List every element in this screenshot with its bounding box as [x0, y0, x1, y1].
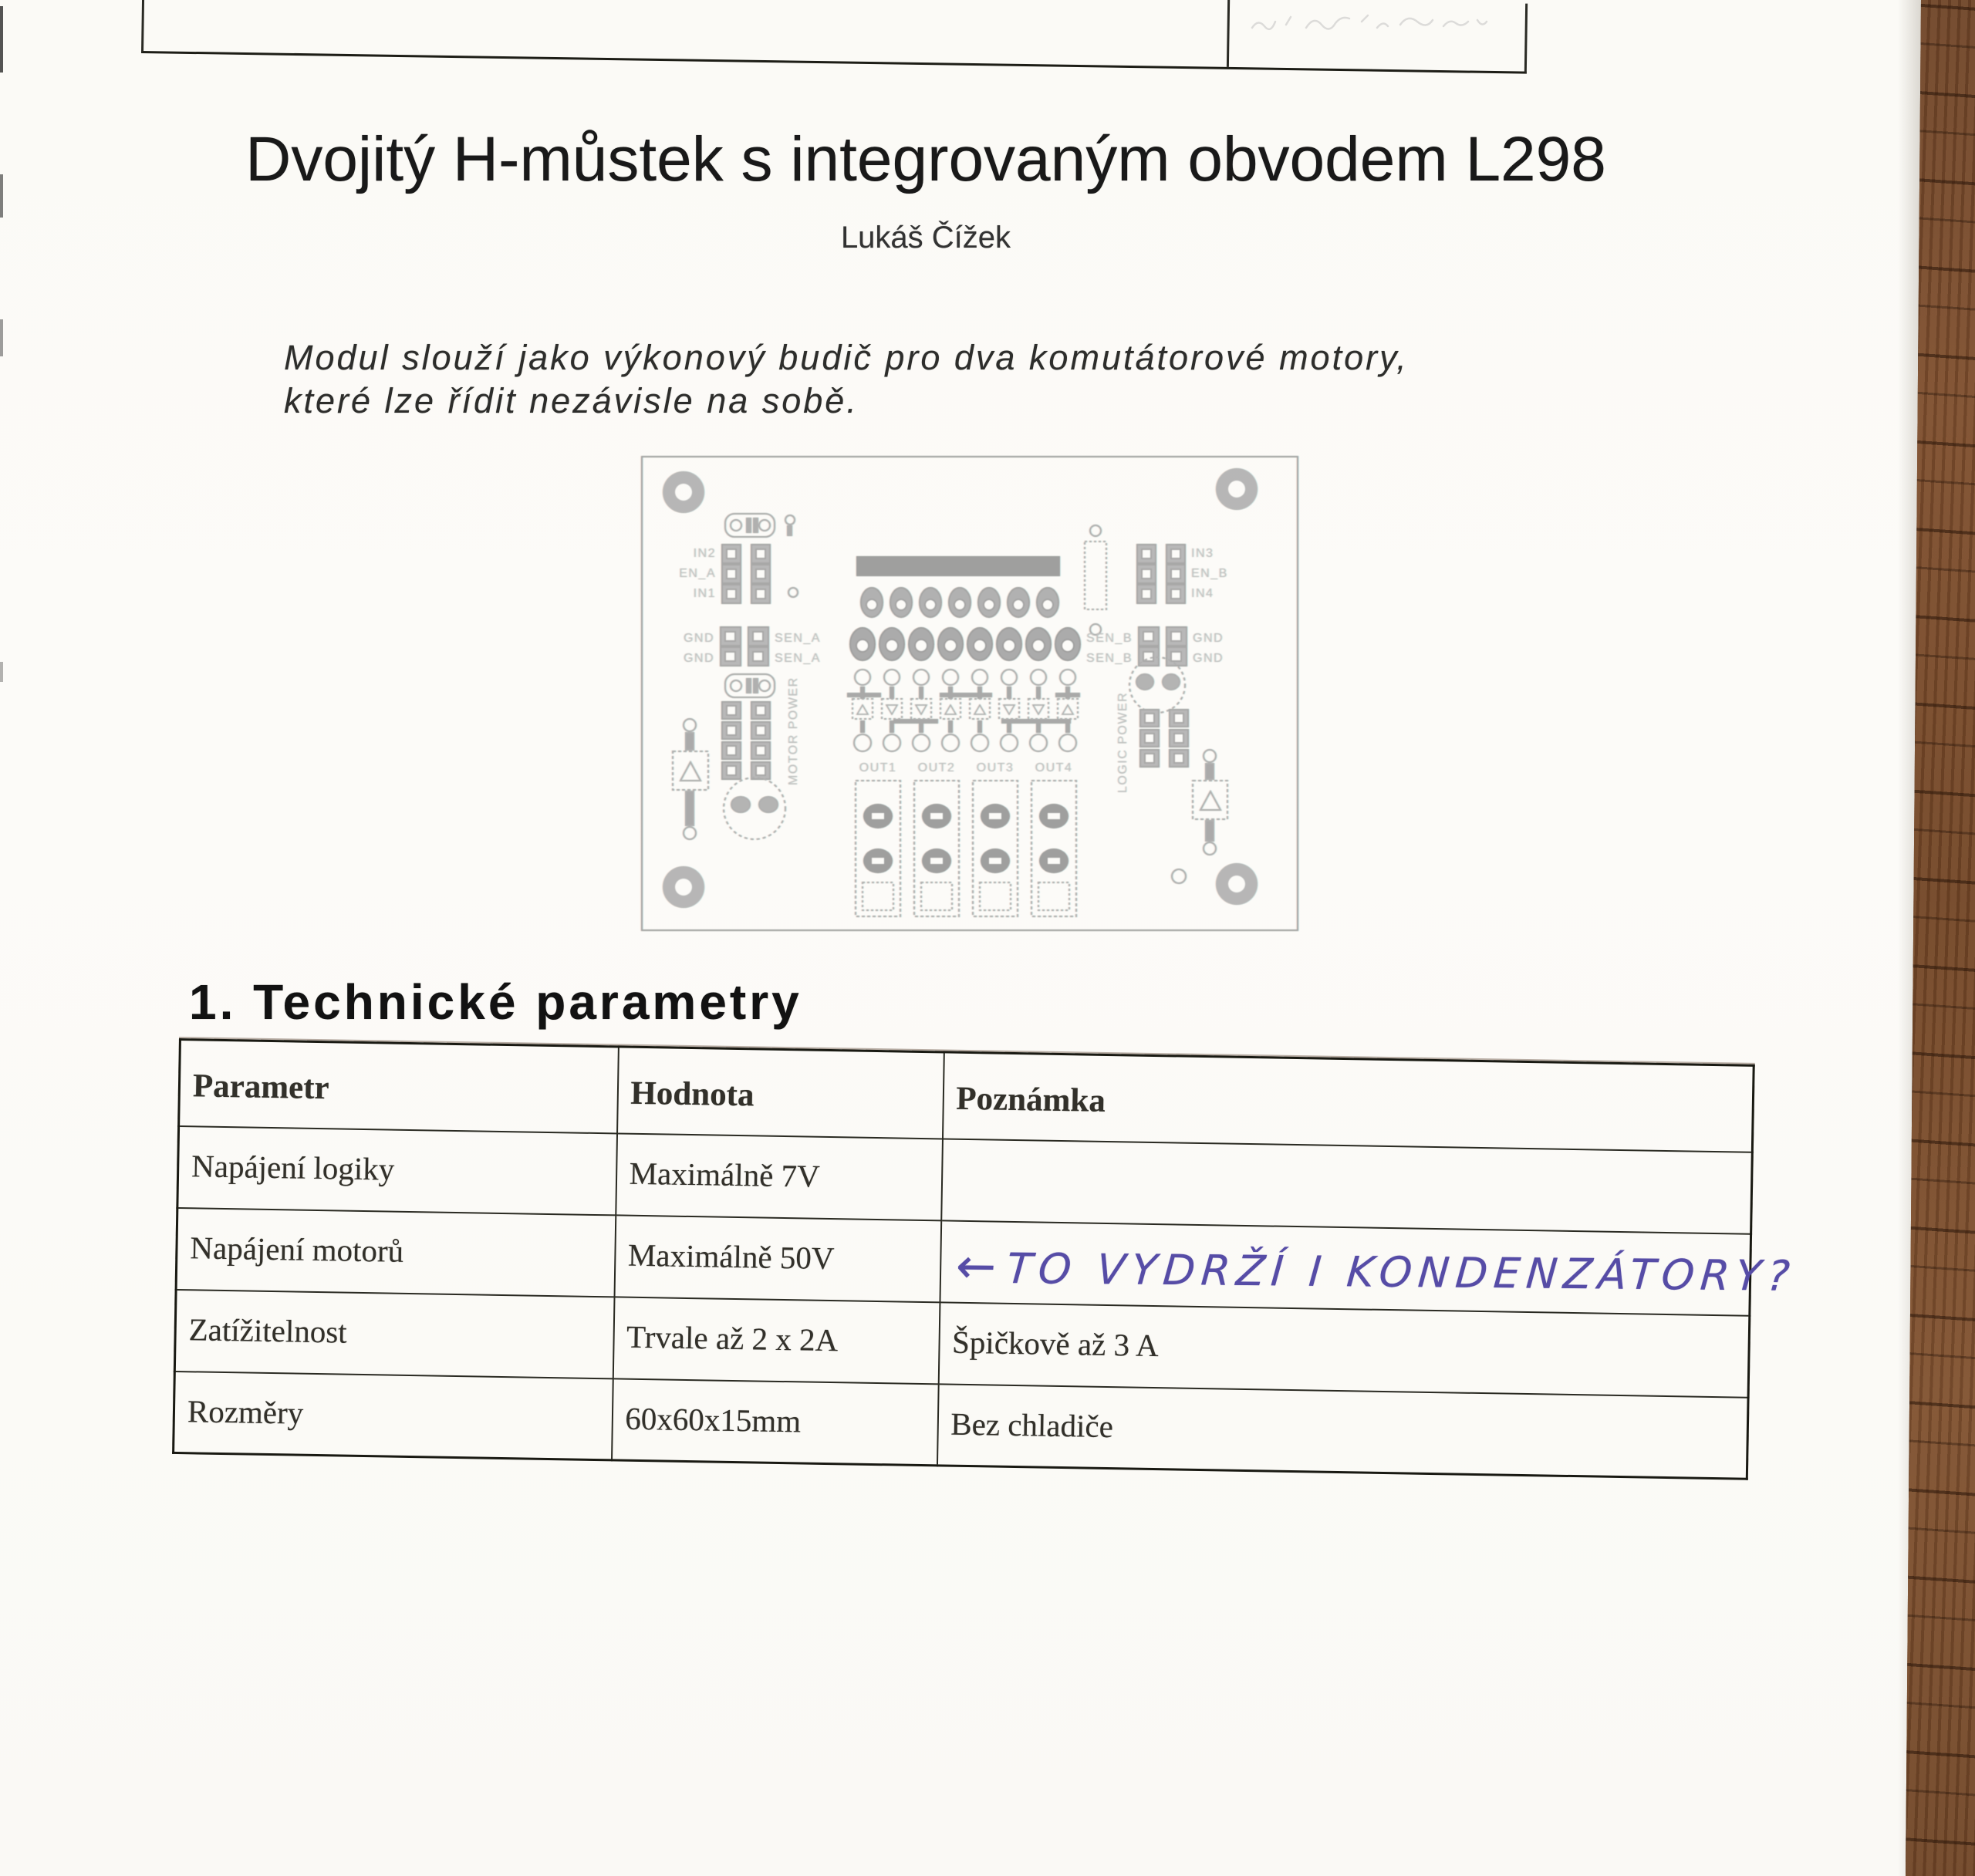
cell-hodnota: Maximálně 50V [614, 1215, 941, 1302]
pcb-label-out4: OUT4 [1035, 761, 1073, 774]
pcb-label-out2: OUT2 [917, 761, 956, 774]
handwritten-annotation [954, 1237, 1798, 1301]
col-header-poznamka: Poznámka [942, 1052, 1754, 1152]
col-header-hodnota: Hodnota [617, 1047, 944, 1139]
scan-artifact [0, 174, 3, 218]
pcb-label-in1: IN1 [693, 587, 716, 600]
cell-poznamka [941, 1139, 1753, 1233]
cell-hodnota: 60x60x15mm [612, 1378, 939, 1466]
diode-right [1193, 750, 1227, 855]
cell-parametr: Rozměry [174, 1371, 613, 1459]
pcb-label-in2: IN2 [693, 547, 716, 560]
pcb-label-sen-b1: SEN_B [1086, 632, 1133, 645]
pcb-label-gnd-l1: GND [683, 632, 714, 645]
intro-line-1: Modul slouží jako výkonový budič pro dva komutátorové motory, [284, 338, 1409, 377]
pcb-label-gnd-l2: GND [683, 652, 714, 665]
scan-artifact [0, 6, 3, 73]
pcb-label-out3: OUT3 [976, 761, 1015, 774]
cell-parametr: Napájení logiky [177, 1126, 617, 1215]
pcb-label-gnd-r1: GND [1193, 632, 1224, 645]
pcb-label-sen-b2: SEN_B [1086, 652, 1133, 665]
page-title: Dvojitý H-můstek s integrovaným obvodem L298 [245, 124, 1606, 194]
cell-parametr: Napájení motorů [176, 1207, 616, 1296]
pcb-label-sen-a2: SEN_A [775, 652, 821, 665]
left-arrow-icon: ← [954, 1237, 999, 1294]
scan-artifact [0, 319, 3, 356]
pcb-label-out1: OUT1 [859, 761, 897, 774]
top-table-remnant-divider [1227, 0, 1230, 67]
author-name: Lukáš Čížek [840, 221, 1011, 255]
cell-parametr: Zatížitelnost [174, 1289, 614, 1378]
cell-hodnota: Maximálně 7V [616, 1133, 943, 1220]
pcb-label-in3: IN3 [1191, 547, 1214, 560]
scan-artifact [0, 662, 3, 682]
cell-hodnota: Trvale až 2 x 2A [613, 1297, 940, 1384]
cell-poznamka: Špičkově až 3 A [938, 1302, 1750, 1397]
diode-left [673, 719, 708, 839]
pcb-label-en-b: EN_B [1191, 567, 1228, 580]
faint-pencil-scribble [1246, 2, 1516, 42]
intro-line-2: které lze řídit nezávisle na sobě. [284, 381, 859, 420]
pcb-label-logic-power: LOGIC POWER [1116, 691, 1129, 793]
intro-paragraph [284, 336, 1634, 423]
pcb-label-motor-power: MOTOR POWER [787, 677, 800, 785]
pcb-label-sen-a1: SEN_A [775, 632, 821, 645]
parameters-table-area [172, 1038, 1798, 1480]
col-header-parametr: Parametr [179, 1040, 619, 1133]
pcb-label-en-a: EN_A [679, 567, 716, 580]
pcb-label-gnd-r2: GND [1193, 652, 1224, 665]
handwritten-annotation-text: TO VYDRŽÍ I KONDENZÁTORY? [1004, 1244, 1798, 1301]
pcb-layout-figure [639, 454, 1301, 933]
section-heading: 1. Technické parametry [189, 974, 802, 1030]
pcb-label-in4: IN4 [1191, 587, 1214, 600]
cell-poznamka: Bez chladiče [937, 1384, 1748, 1479]
